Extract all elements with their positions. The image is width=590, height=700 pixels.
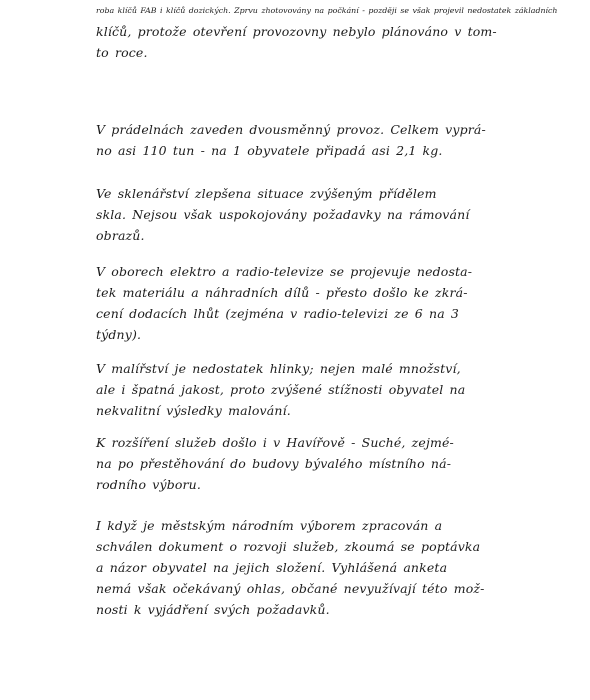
paragraph-electronics xyxy=(96,261,566,345)
paragraph-line: klíčů, protože otevření provozovny nebylo plánováno v tom- xyxy=(96,24,497,39)
paragraph-line: rodního výboru. xyxy=(96,477,202,492)
paragraph-line: skla. Nejsou však uspokojovány požadavky na rámování xyxy=(96,207,470,222)
paragraph-line: V oborech elektro a radio-televize se projevuje nedosta- xyxy=(96,264,473,279)
paragraph-line: obrazů. xyxy=(96,228,145,243)
paragraph-line: K rozšíření služeb došlo i v Havířově - Suché, zejmé- xyxy=(96,435,454,450)
paragraph-line: nekvalitní výsledky malování. xyxy=(96,403,291,418)
paragraph-line: roba klíčů FAB i klíčů dozických. Zprvu zhotovovány na počkání - později se však projevil nedostatek základních xyxy=(96,6,558,15)
paragraph-line: cení dodacích lhůt (zejména v radio-televizi ze 6 na 3 xyxy=(96,306,460,321)
paragraph-havirov-sucha xyxy=(96,432,566,495)
paragraph-line: no asi 110 tun - na 1 obyvatele připadá asi 2,1 kg. xyxy=(96,143,443,158)
paragraph-line: tek materiálu a náhradních dílů - přesto došlo ke zkrá- xyxy=(96,285,468,300)
paragraph-line: schválen dokument o rozvoji služeb, zkoumá se poptávka xyxy=(96,539,481,554)
paragraph-line: ale i špatná jakost, proto zvýšené stížnosti obyvatel na xyxy=(96,382,466,397)
paragraph-services-survey xyxy=(96,515,566,620)
paragraph-glaziers xyxy=(96,183,566,246)
paragraph-line: na po přestěhování do budovy bývalého místního ná- xyxy=(96,456,452,471)
paragraph-line: týdny). xyxy=(96,327,142,342)
paragraph-line: I když je městským národním výborem zpracován a xyxy=(96,518,443,533)
paragraph-line: V malířství je nedostatek hlinky; nejen malé množství, xyxy=(96,361,461,376)
paragraph-line: V prádelnách zaveden dvousměnný provoz. Celkem vyprá- xyxy=(96,122,486,137)
paragraph-laundries xyxy=(96,119,566,161)
paragraph-line: to roce. xyxy=(96,45,148,60)
paragraph-line: Ve sklenářství zlepšena situace zvýšeným přídělem xyxy=(96,186,437,201)
paragraph-key-cutting xyxy=(96,0,566,63)
paragraph-line: a názor obyvatel na jejich složení. Vyhlášená anketa xyxy=(96,560,448,575)
paragraph-line: nemá však očekávaný ohlas, občané nevyužívají této mož- xyxy=(96,581,485,596)
paragraph-line: nosti k vyjádření svých požadavků. xyxy=(96,602,330,617)
paragraph-painting xyxy=(96,358,566,421)
